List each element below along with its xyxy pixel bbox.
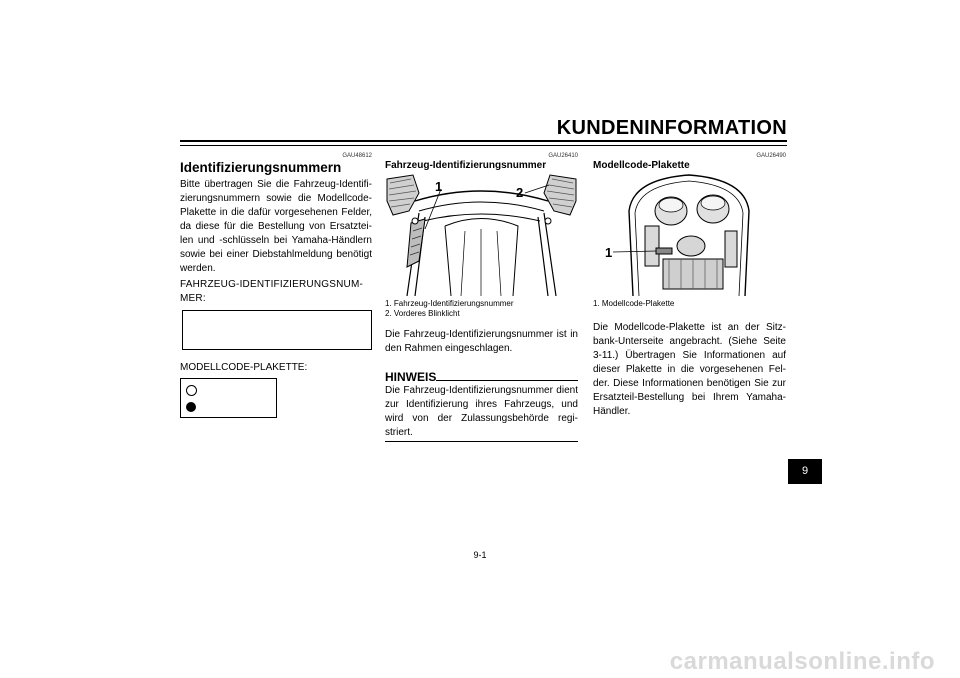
- figure-caption-1: 1. Modellcode-Plakette: [593, 299, 675, 308]
- callout-1: 1: [605, 245, 613, 260]
- model-code-label: MODELLCODE-PLAKETTE:: [180, 362, 308, 373]
- section-code: GAU26410: [548, 153, 578, 159]
- note-title-rule: [436, 380, 578, 381]
- section-heading: Fahrzeug-Identifizierungsnummer: [385, 160, 547, 171]
- motorcycle-front-frame-illustration: [385, 171, 578, 296]
- section-code: GAU48612: [342, 153, 372, 159]
- callout-2: 2: [516, 185, 524, 200]
- callout-1: 1: [435, 179, 443, 194]
- section-heading: Modellcode-Plakette: [593, 160, 690, 171]
- vin-label: FAHRZEUG-IDENTIFIZIERUNGSNUM-MER:: [180, 279, 364, 304]
- figure-caption-2: 2. Vorderes Blinklicht: [385, 309, 460, 318]
- model-code-entry-box: [180, 378, 277, 418]
- vin-entry-box: [182, 310, 372, 350]
- empty-circle-icon: [186, 385, 197, 396]
- vin-paragraph: Die Fahrzeug-Identifizierungsnummer ist in den Rahmen eingeschlagen.: [385, 329, 578, 354]
- seat-underside-illustration: [593, 171, 786, 296]
- chapter-tab: 9: [788, 459, 822, 484]
- intro-paragraph: Bitte übertragen Sie die Fahrzeug-Identifi-zierungsnummern sowie die Modellcode-Plakette in die dafür vorgesehenen Felder, da diese für die Bestellung von Ersatztei-len und -schlüsseln bei Yamaha-Händlern sowie bei einer Diebstahlmeldung benötigt werden.: [180, 179, 372, 274]
- note-text: Die Fahrzeug-Identifizierungsnummer dient zur Identifizierung ihres Fahrzeugs, und wird von der Zulassungsbehörde regi-striert.: [385, 385, 578, 438]
- note-end-rule: [385, 441, 578, 442]
- section-heading: Identifizierungsnummern: [180, 160, 342, 175]
- header-rule-thin: [180, 145, 787, 146]
- figure-caption-1: 1. Fahrzeug-Identifizierungsnummer: [385, 299, 514, 308]
- page-header-title: KUNDENINFORMATION: [556, 117, 787, 139]
- model-plate-paragraph: Die Modellcode-Plakette ist an der Sitz-bank-Unterseite angebracht. (Siehe Seite 3-11.) Übertragen Sie Informationen auf dieser Plakette in die vorgesehenen Fel-der. Diese Informationen benötigen Sie zur Ersatzteil-Bestellung bei Ihrem Yamaha-Händler.: [593, 322, 786, 417]
- watermark: carmanualsonline.info: [669, 648, 935, 675]
- note-title: HINWEIS: [385, 370, 437, 384]
- model-plate-illustration: [593, 171, 786, 296]
- filled-circle-icon: [186, 402, 196, 412]
- section-code: GAU26490: [756, 153, 786, 159]
- header-rule: [180, 140, 787, 142]
- vin-illustration: [385, 171, 578, 296]
- page-number: 9-1: [473, 550, 487, 560]
